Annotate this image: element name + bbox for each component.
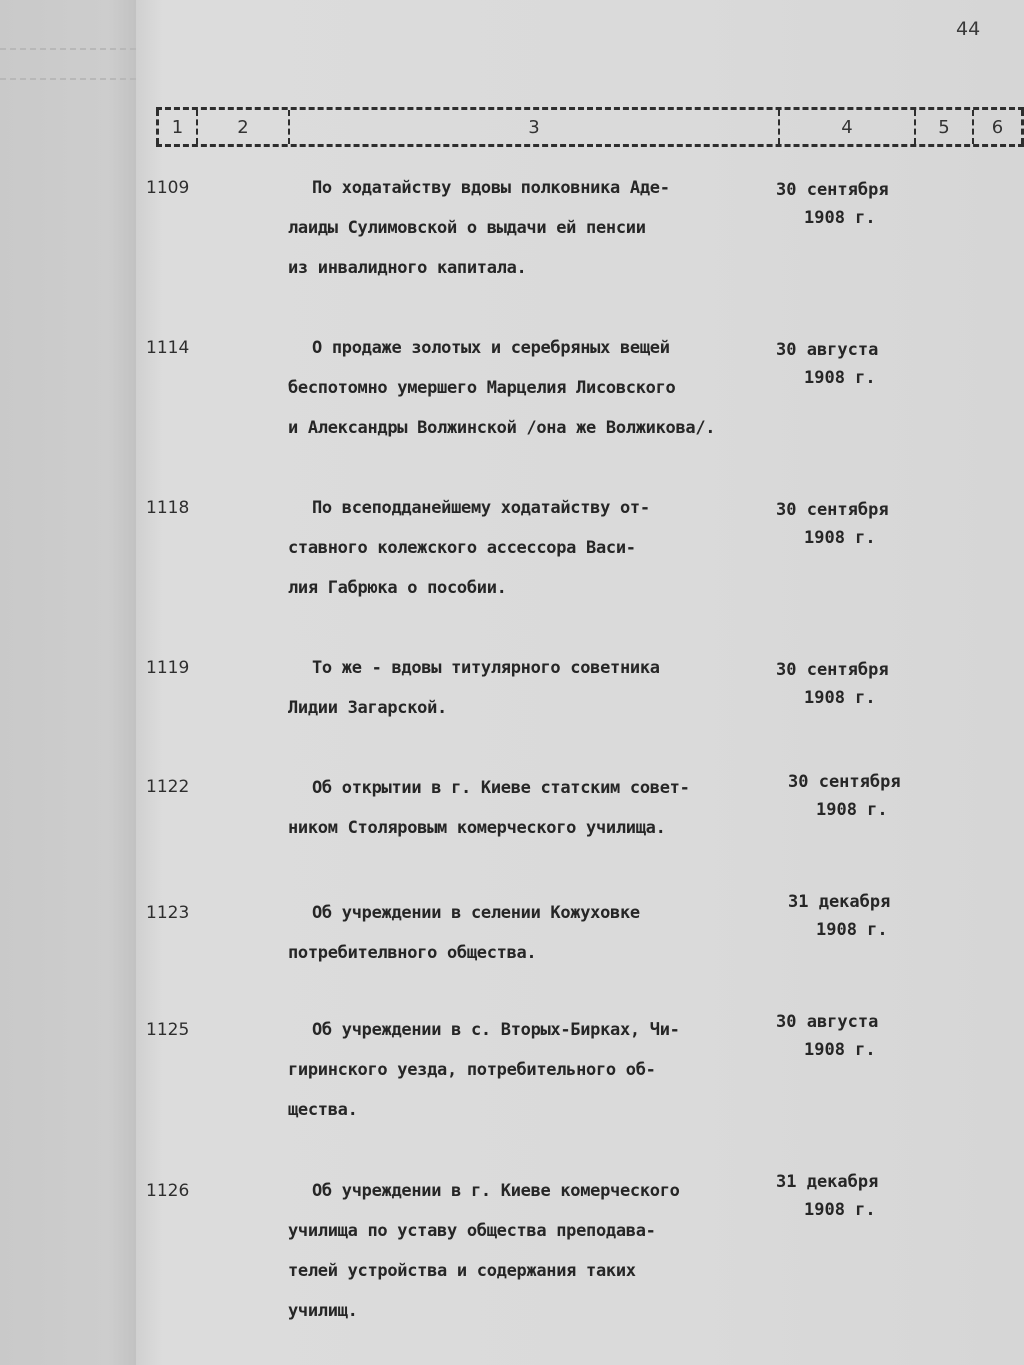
entry-description <box>288 648 768 728</box>
entry-date <box>776 336 936 392</box>
date-day: 30 сентября <box>776 660 889 680</box>
entry-description <box>288 893 768 973</box>
date-year: 1908 г. <box>804 208 876 228</box>
column-header-5: 5 <box>914 110 972 144</box>
description-line: беспотомно умершего Марцелия Лисовского <box>288 378 676 398</box>
entry-description <box>288 328 768 448</box>
entry-description <box>288 488 768 608</box>
entry-number: 1119 <box>146 658 190 678</box>
facing-page-edge <box>0 0 136 1365</box>
date-year: 1908 г. <box>804 1200 876 1220</box>
page-number: 44 <box>956 18 981 40</box>
date-year: 1908 г. <box>816 920 888 940</box>
date-day: 30 сентября <box>776 180 889 200</box>
date-day: 30 сентября <box>776 500 889 520</box>
description-line: ником Столяровым комерческого училища. <box>288 818 666 838</box>
description-line: из инвалидного капитала. <box>288 258 527 278</box>
column-header-3: 3 <box>288 110 778 144</box>
entry-description <box>288 168 768 288</box>
entry-date <box>776 1008 936 1064</box>
description-line: лия Габрюка о пособии. <box>288 578 507 598</box>
entry-number: 1122 <box>146 777 190 797</box>
entry-date <box>788 768 948 824</box>
entry-number: 1126 <box>146 1181 190 1201</box>
description-line: По ходатайству вдовы полковника Аде- <box>312 178 670 198</box>
document-page <box>136 0 1024 1365</box>
column-header-4: 4 <box>778 110 914 144</box>
date-day: 30 августа <box>776 340 879 360</box>
date-year: 1908 г. <box>816 800 888 820</box>
description-line: потребителвного общества. <box>288 943 537 963</box>
description-line: щества. <box>288 1100 358 1120</box>
date-day: 30 сентября <box>788 772 901 792</box>
column-header-2: 2 <box>196 110 288 144</box>
facing-page-rule <box>0 48 136 50</box>
column-header-row <box>156 107 1024 147</box>
description-line: О продаже золотых и серебряных вещей <box>312 338 670 358</box>
date-year: 1908 г. <box>804 528 876 548</box>
date-day: 30 августа <box>776 1012 879 1032</box>
entry-description <box>288 1010 768 1130</box>
description-line: Об учреждении в с. Вторых-Бирках, Чи- <box>312 1020 680 1040</box>
entry-date <box>776 176 936 232</box>
description-line: Об учреждении в селении Кожуховке <box>312 903 640 923</box>
description-line: лаиды Сулимовской о выдачи ей пенсии <box>288 218 646 238</box>
description-line: ставного колежского ассессора Васи- <box>288 538 636 558</box>
date-year: 1908 г. <box>804 688 876 708</box>
date-day: 31 декабря <box>776 1172 879 1192</box>
description-line: гиринского уезда, потребительного об- <box>288 1060 656 1080</box>
description-line: училища по уставу общества преподава- <box>288 1221 656 1241</box>
description-line: То же - вдовы титулярного советника <box>312 658 660 678</box>
date-day: 31 декабря <box>788 892 891 912</box>
entry-description <box>288 768 768 848</box>
description-line: Лидии Загарской. <box>288 698 447 718</box>
description-line: телей устройства и содержания таких <box>288 1261 636 1281</box>
entry-date <box>776 656 936 712</box>
entry-number: 1123 <box>146 903 190 923</box>
entry-date <box>776 496 936 552</box>
entry-number: 1125 <box>146 1020 190 1040</box>
entry-number: 1109 <box>146 178 190 198</box>
date-year: 1908 г. <box>804 368 876 388</box>
facing-page-rule <box>0 78 136 80</box>
column-header-1: 1 <box>156 110 196 144</box>
date-year: 1908 г. <box>804 1040 876 1060</box>
entry-number: 1114 <box>146 338 190 358</box>
entry-date <box>776 1168 936 1224</box>
entry-description <box>288 1171 768 1331</box>
description-line: По всеподданейшему ходатайству от- <box>312 498 650 518</box>
description-line: и Александры Волжинской /она же Волжикова/. <box>288 418 716 438</box>
column-header-6: 6 <box>972 110 1024 144</box>
entry-date <box>788 888 948 944</box>
description-line: Об учреждении в г. Киеве комерческого <box>312 1181 680 1201</box>
description-line: Об открытии в г. Киеве статским совет- <box>312 778 690 798</box>
entry-number: 1118 <box>146 498 190 518</box>
description-line: училищ. <box>288 1301 358 1321</box>
